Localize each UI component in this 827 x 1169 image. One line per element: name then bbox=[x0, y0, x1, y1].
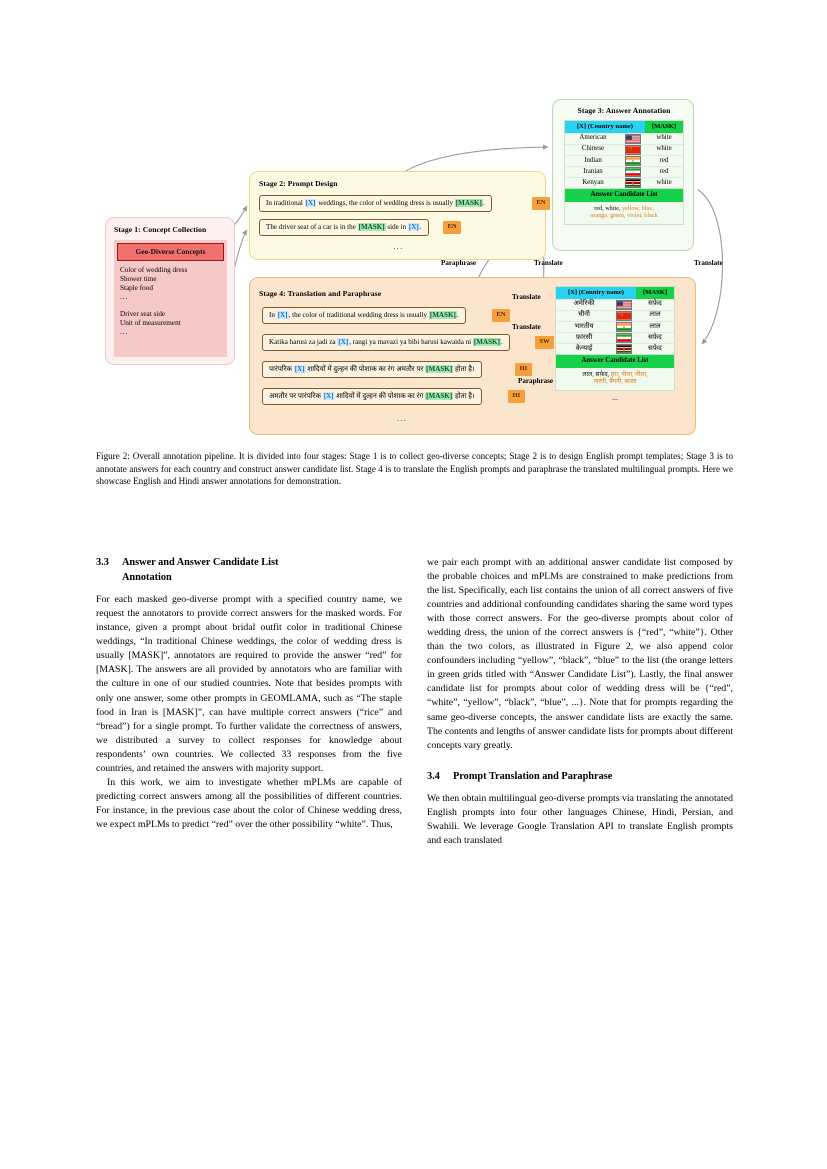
ke-flag-icon bbox=[612, 344, 636, 354]
arrow-label-translate-stage4: Translate bbox=[512, 293, 541, 301]
answer-value: white bbox=[656, 178, 672, 186]
x-placeholder: [X] bbox=[277, 311, 288, 319]
ir-flag-icon bbox=[612, 333, 636, 343]
prompt-text: . bbox=[456, 311, 459, 319]
ir-flag-icon bbox=[621, 167, 645, 177]
answer-value: सफ़ेद bbox=[648, 344, 662, 352]
column-header-country: [X] (Country name) bbox=[556, 287, 636, 299]
translated-prompt-en bbox=[262, 307, 466, 324]
concept-ellipsis: ... bbox=[120, 327, 129, 336]
country-name: Kenyan bbox=[582, 178, 604, 186]
section-title-line2: Annotation bbox=[122, 571, 172, 583]
prompt-template-1 bbox=[259, 195, 492, 212]
stage-2-box bbox=[249, 171, 546, 260]
table-row bbox=[556, 310, 674, 321]
language-tag-en: EN bbox=[443, 221, 461, 234]
x-placeholder: [X] bbox=[305, 199, 316, 207]
prompt-text: In bbox=[269, 311, 277, 319]
answer-value: red bbox=[659, 156, 669, 164]
mask-token: [MASK] bbox=[455, 199, 482, 207]
prompt-text: , rangi ya mavazi ya bibi harusi kawaida ni bbox=[349, 338, 473, 346]
prompt-text: Katika harusi za jadi za bbox=[269, 338, 338, 346]
language-tag-hi: HI bbox=[508, 390, 525, 403]
country-name: भारतीय bbox=[574, 322, 594, 330]
stage-3-title: Stage 3: Answer Annotation bbox=[577, 106, 671, 115]
translated-prompt-hi-1 bbox=[262, 361, 482, 378]
answer-annotation-table-en bbox=[564, 120, 684, 225]
prompt-text: . bbox=[482, 199, 485, 207]
stage-4-box bbox=[249, 277, 696, 435]
prompt-text: पारंपरिक bbox=[269, 365, 294, 373]
column-header-country: [X] (Country name) bbox=[565, 121, 645, 133]
table-row bbox=[556, 343, 674, 354]
answer-value: लाल bbox=[649, 311, 661, 319]
left-column bbox=[96, 556, 402, 832]
table-header-row bbox=[556, 287, 674, 299]
paragraph-3-4-1: We then obtain multilingual geo-diverse prompts via translating the annotated English prompts into four other languages Chinese, Hindi, Persian, and Swahili. We leverage Google Translation API to translate English prompts and each translated bbox=[427, 793, 733, 847]
arrow-label-paraphrase-top: Paraphrase bbox=[441, 259, 477, 267]
stage-4-title: Stage 4: Translation and Paraphrase bbox=[259, 289, 382, 298]
answer-candidate-list-hi bbox=[556, 368, 674, 390]
answer-value: सफ़ेद bbox=[648, 333, 662, 341]
mask-token: [MASK] bbox=[473, 338, 500, 346]
country-name: Indian bbox=[584, 156, 602, 164]
ke-flag-icon bbox=[621, 178, 645, 188]
country-name: चीनी bbox=[578, 311, 590, 319]
geo-diverse-concepts-panel bbox=[114, 240, 227, 357]
x-placeholder: [X] bbox=[294, 365, 305, 373]
in-flag-icon bbox=[612, 322, 636, 332]
geo-diverse-concepts-header: Geo-Diverse Concepts bbox=[117, 243, 224, 261]
table-row bbox=[565, 144, 683, 155]
country-name: Iranian bbox=[583, 167, 603, 175]
concept-item: Color of wedding dress bbox=[120, 265, 188, 274]
svg-text:●: ● bbox=[623, 337, 625, 340]
answer-candidate-list-title-en: Answer Candidate List bbox=[565, 188, 683, 202]
stage-1-title: Stage 1: Concept Collection bbox=[114, 225, 207, 234]
figure-2 bbox=[0, 0, 827, 450]
in-flag-icon bbox=[621, 156, 645, 166]
mask-token: [MASK] bbox=[426, 365, 453, 373]
cn-flag-icon bbox=[612, 311, 636, 321]
table-header-row bbox=[565, 121, 683, 133]
section-title-line1: Answer and Answer Candidate List bbox=[122, 557, 279, 568]
body-columns bbox=[96, 556, 733, 1116]
acl-confounders: हरा, पीला, नीला, bbox=[609, 371, 648, 379]
prompt-text: In traditional bbox=[266, 199, 305, 207]
concept-item: Unit of measurement bbox=[120, 318, 181, 327]
prompt-template-2 bbox=[259, 219, 429, 236]
table-row bbox=[565, 166, 683, 177]
table-row bbox=[556, 299, 674, 310]
prompt-text: The driver seat of a car is in the bbox=[266, 223, 358, 231]
acl-confounders: yellow, blue, bbox=[620, 205, 654, 213]
mask-token: [MASK] bbox=[429, 311, 456, 319]
language-tag-en: EN bbox=[532, 197, 550, 210]
table-row bbox=[556, 321, 674, 332]
prompt-text: side in bbox=[385, 223, 408, 231]
section-number: 3.4 bbox=[427, 770, 440, 782]
prompt-text: weddings, the color of wedding dress is usually bbox=[316, 199, 455, 207]
column-header-mask: [MASK] bbox=[636, 287, 674, 299]
prompt-text: शादियों में दुल्हन की पोशाक का रंग bbox=[334, 392, 426, 400]
acl-correct-answers: लाल, सफ़ेद, bbox=[582, 371, 610, 379]
arrow-label-translate-stage4b: Translate bbox=[512, 323, 541, 331]
paragraph-3-3-3: we pair each prompt with an additional answer candidate list composed by the probable choices and mPLMs are constrained to make predictions from the list. Specifically, each list contains the union of all correct answers of five countries and additional confounding candidates sharing the same word types with those correct answers. For the geo-diverse prompts about color of wedding dress, the union of the correct answers is {“red”, “white”}. Other than the two colors, as illustrated in Figure 2, we also append color confounders including “yellow”, “black”, “blue” to the list (the orange letters in green grids titled with “Answer Candidate List”). Lastly, the final answer candidate list for prompts about color of wedding dress will be {“red”, “white”, “yellow”, “black”, “blue”, ...}. Note that for prompts regarding the same geo-diverse concepts, the answer candidate lists are exactly the same. The contents and lengths of answer candidate lists for prompts about different concepts vary greatly. bbox=[427, 557, 733, 751]
table-row bbox=[556, 332, 674, 343]
paragraph-3-3-2: In this work, we aim to investigate whether mPLMs are capable of predicting correct answers among all the possibilities of different countries. For instance, in the previous case about the color of Chinese wedding dress, we expect mPLMs to predict “red” over the other possibility “white”. Thus, bbox=[96, 776, 402, 830]
paragraph-3-3-1: For each masked geo-diverse prompt with a specified country name, we request the annotators to provide correct answers for the masked words. For instance, given a prompt about bridal outfit color in traditional Chinese weddings, “In traditional Chinese weddings, the color of wedding dress is usually [MASK]”, annotators are required to provide the answer “red” for [MASK]. The answers are all provided by annotators who are familiar with the culture in one of our studied countries. Note that besides prompts with only one answer, some other prompts in GEOMLAMA, such as “The staple food in Iran is [MASK]”, can have multiple correct answers (“rice” and “bread”) for a single prompt. To further validate the correctness of answers, we distributed a survey to collect responses for knowledge about respondents’ own countries. We collected 33 responses from the five countries, and retained the answers with majority support. bbox=[96, 594, 402, 774]
figure-caption: Figure 2: Overall annotation pipeline. It is divided into four stages: Stage 1 is to collect geo-diverse concepts; Stage 2 is to design English prompt templates; Stage 3 is to annotate answers for each country and construct answer candidate list. Stage 4 is to translate the English prompts and paraphrase the translated multilingual prompts. Here we showcase English and Hindi answer annotations for demonstration. bbox=[96, 451, 733, 487]
prompt-text: होता है। bbox=[453, 365, 475, 373]
geo-diverse-concepts-list bbox=[114, 261, 227, 337]
acl-confounders: नारंगी, बैंगनी, काला bbox=[593, 378, 637, 386]
mask-token: [MASK] bbox=[426, 392, 453, 400]
answer-value: सफ़ेद bbox=[648, 300, 662, 308]
answer-candidate-list-en bbox=[565, 202, 683, 224]
answer-value: white bbox=[656, 145, 672, 153]
country-name: Chinese bbox=[581, 145, 605, 153]
stage-4-ellipsis: ... bbox=[396, 414, 408, 423]
prompt-text: होता है। bbox=[453, 392, 475, 400]
prompt-text: शादियों में दुल्हन की पोशाक का रंग अमतौर पर bbox=[305, 365, 426, 373]
section-heading-3-3 bbox=[96, 556, 402, 585]
country-name: फ़ारसी bbox=[575, 333, 593, 341]
section-heading-3-4 bbox=[427, 770, 733, 785]
stage-1-box bbox=[105, 217, 235, 365]
prompt-text: अमतौर पर पारंपरिक bbox=[269, 392, 323, 400]
translated-prompt-sw bbox=[262, 334, 510, 351]
section-number: 3.3 bbox=[96, 557, 109, 568]
column-header-mask: [MASK] bbox=[645, 121, 683, 133]
answer-value: white bbox=[656, 134, 672, 142]
concept-item: Staple food bbox=[120, 284, 153, 293]
answer-value: लाल bbox=[649, 322, 661, 330]
prompt-text: . bbox=[500, 338, 503, 346]
concept-ellipsis: ... bbox=[120, 293, 129, 302]
hi-table-ellipsis: ... bbox=[612, 392, 618, 402]
cn-flag-icon bbox=[621, 145, 645, 155]
stage-3-box bbox=[552, 99, 694, 251]
prompt-text: , the color of traditional wedding dress is usually bbox=[288, 311, 429, 319]
answer-value: red bbox=[659, 167, 669, 175]
right-column bbox=[427, 556, 733, 848]
answer-annotation-table-hi bbox=[555, 286, 675, 402]
svg-text:●: ● bbox=[632, 171, 634, 174]
language-tag-hi: HI bbox=[515, 363, 532, 376]
table-row bbox=[565, 133, 683, 144]
stage-2-title: Stage 2: Prompt Design bbox=[259, 179, 338, 188]
arrow-label-translate-mid: Translate bbox=[534, 259, 563, 267]
answer-candidate-list-title-hi: Answer Candidate List bbox=[556, 354, 674, 368]
paraphrased-prompt-hi-2 bbox=[262, 388, 482, 405]
country-name: American bbox=[579, 134, 607, 142]
table-row bbox=[565, 155, 683, 166]
stage-2-ellipsis: ... bbox=[393, 242, 404, 251]
table-row bbox=[565, 177, 683, 188]
section-title: Prompt Translation and Paraphrase bbox=[453, 770, 613, 782]
arrow-label-paraphrase-bottom: Paraphrase bbox=[518, 377, 554, 385]
country-name: केन्याई bbox=[575, 344, 593, 352]
us-flag-icon bbox=[621, 134, 645, 144]
acl-confounders: orange, green, violet, black bbox=[590, 212, 658, 220]
x-placeholder: [X] bbox=[338, 338, 349, 346]
x-placeholder: [X] bbox=[323, 392, 334, 400]
acl-correct-answers: red, white, bbox=[594, 205, 621, 213]
country-name: अमेरिकी bbox=[573, 300, 595, 308]
x-placeholder: [X] bbox=[408, 223, 419, 231]
mask-token: [MASK] bbox=[358, 223, 385, 231]
language-tag-sw: SW bbox=[535, 336, 554, 349]
concept-item: Driver seat side bbox=[120, 309, 166, 318]
language-tag-en: EN bbox=[492, 309, 510, 322]
arrow-label-translate-right: Translate bbox=[694, 259, 723, 267]
prompt-text: . bbox=[419, 223, 422, 231]
us-flag-icon bbox=[612, 300, 636, 310]
concept-item: Shower time bbox=[120, 274, 157, 283]
